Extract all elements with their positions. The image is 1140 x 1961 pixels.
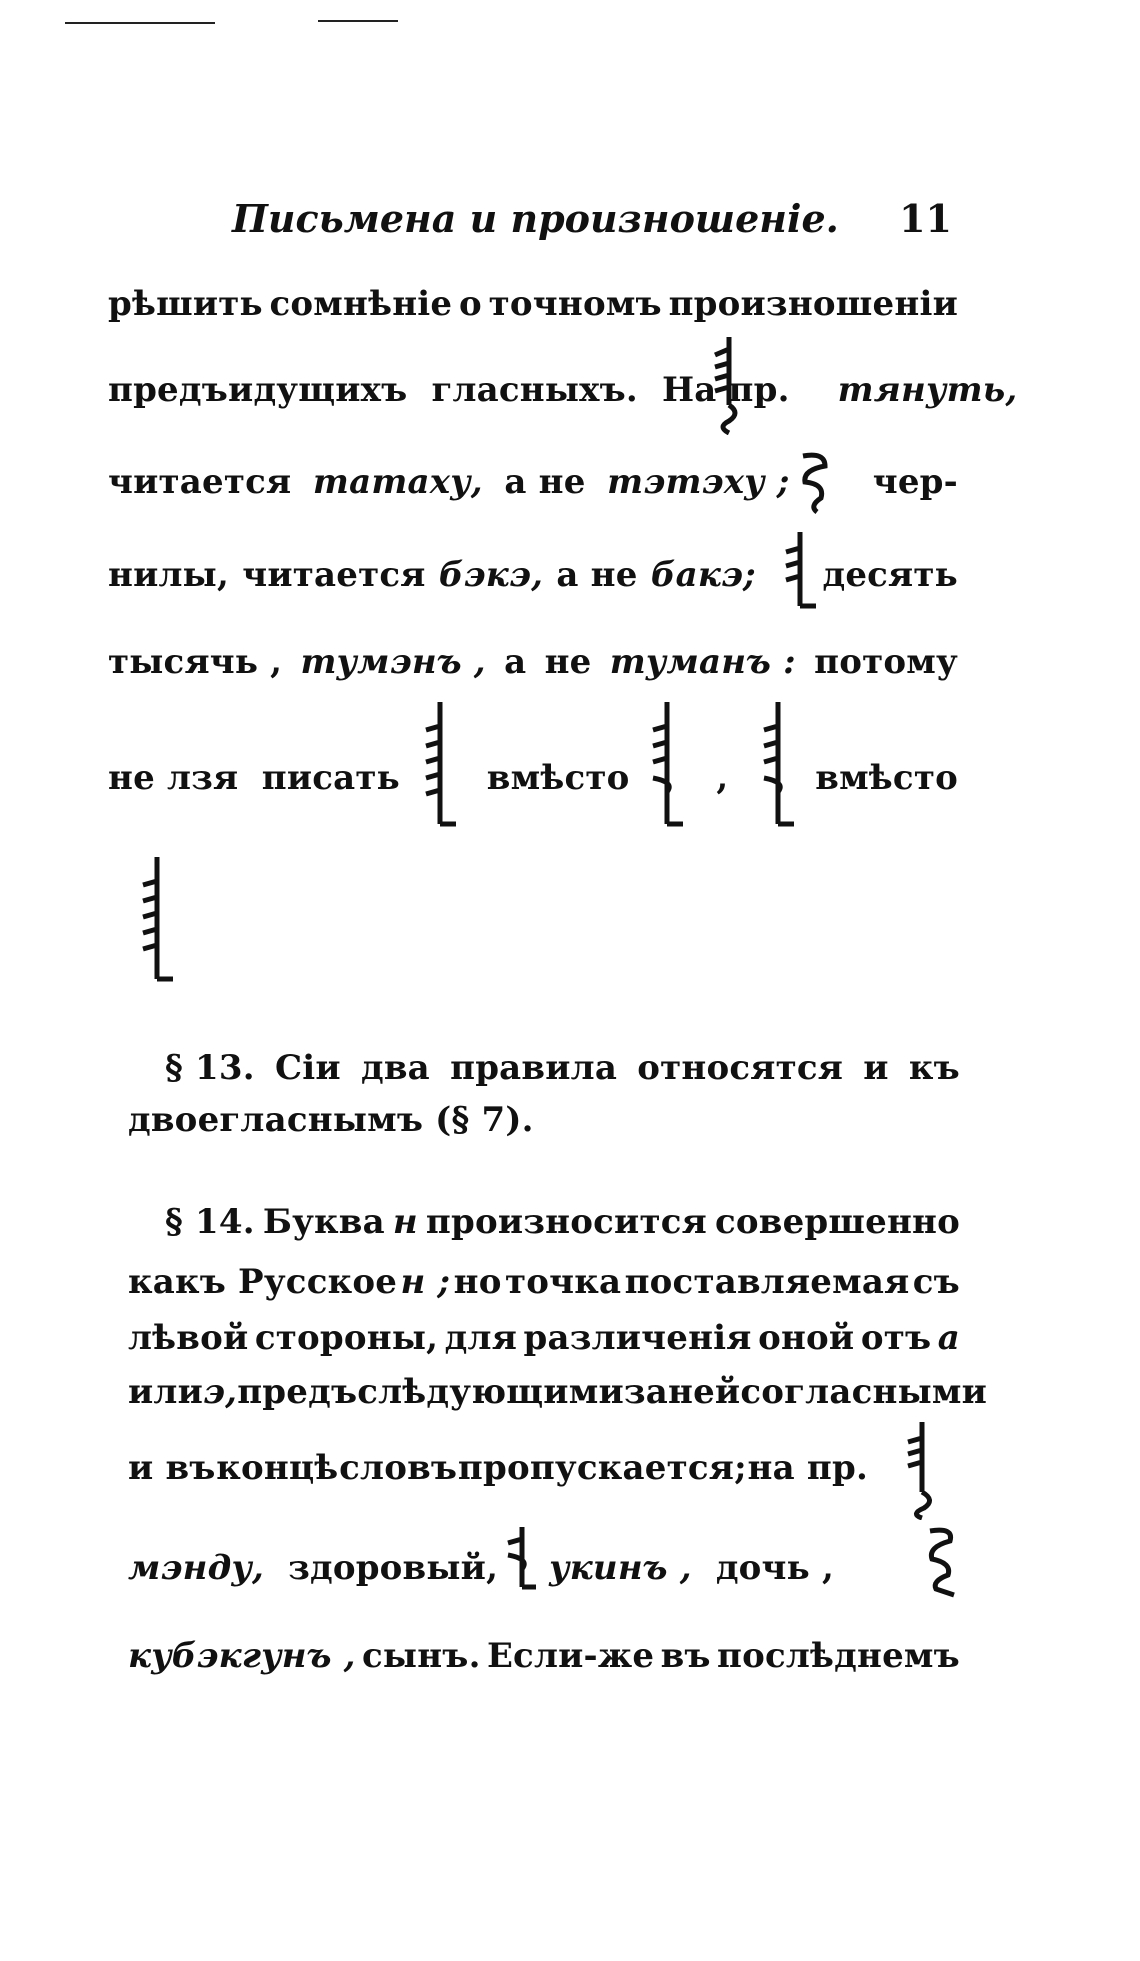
word: произносится (425, 1202, 707, 1242)
word: за (623, 1372, 669, 1412)
word: потому (814, 642, 958, 682)
section-14-line (165, 1202, 960, 1242)
section-14-line (128, 1548, 858, 1588)
word: поставляемая (624, 1262, 910, 1302)
word: бакэ; (650, 555, 756, 595)
word: точка (504, 1262, 622, 1302)
word: слѣдующими (357, 1372, 624, 1412)
word: въ (660, 1636, 711, 1676)
section-14-line (128, 1318, 960, 1358)
word: а не (556, 555, 638, 595)
text-line (108, 284, 958, 324)
word: лѣвой (128, 1318, 249, 1358)
word: не (544, 642, 592, 682)
word: тумэнъ , (300, 642, 486, 682)
word: Буква (262, 1202, 385, 1242)
word: рѣшить (108, 284, 263, 324)
word: вмѣсто (486, 758, 630, 798)
word: § 14. (165, 1202, 255, 1242)
word: а (504, 642, 527, 682)
word: и (863, 1048, 889, 1088)
word: предъидущихъ (108, 370, 408, 410)
mongolian-script-glyph (135, 855, 181, 985)
word: отъ (860, 1318, 932, 1358)
word: оной (758, 1318, 855, 1358)
word: татаху, (312, 462, 483, 502)
word: дочь , (715, 1548, 834, 1588)
word: но (453, 1262, 502, 1302)
word: , (716, 758, 729, 798)
word: чер- (872, 462, 958, 502)
mongolian-script-glyph (920, 1525, 964, 1605)
word: н (392, 1202, 418, 1242)
word: а не (504, 462, 586, 502)
word: бэкэ, (438, 555, 544, 595)
word: читается (108, 462, 292, 502)
section-13-line (165, 1048, 960, 1088)
section-14-line (128, 1636, 960, 1676)
section-14-line (128, 1448, 868, 1488)
text-line (108, 642, 958, 682)
word: предъ (237, 1372, 358, 1412)
mongolian-script-glyph (645, 700, 691, 830)
word: укинъ , (549, 1548, 692, 1588)
running-header (232, 196, 952, 246)
word: съ (912, 1262, 960, 1302)
word: На пр. (661, 370, 790, 410)
word: гласныхъ. (431, 370, 638, 410)
header-title: Письмена и произношеніе. (232, 196, 839, 241)
word: читается (242, 555, 426, 595)
word: Если-же (486, 1636, 655, 1676)
word: точномъ (488, 284, 662, 324)
word: здоровый, (288, 1548, 499, 1588)
mongolian-script-glyph (756, 700, 802, 830)
word: тянуть, (837, 370, 1018, 410)
word: два (360, 1048, 430, 1088)
section-14-line (128, 1262, 960, 1302)
word: сомнѣніе (269, 284, 453, 324)
mongolian-script-glyph (705, 335, 753, 435)
word: на пр. (747, 1448, 868, 1488)
word: кубэкгунъ , (128, 1636, 356, 1676)
mongolian-script-glyph (500, 1525, 544, 1595)
word: различенія (523, 1318, 752, 1358)
word: о (459, 284, 482, 324)
mongolian-script-glyph (778, 530, 822, 610)
word: не лзя (108, 758, 239, 798)
word: стороны, (254, 1318, 439, 1358)
mongolian-script-glyph (898, 1420, 946, 1520)
word: э, (203, 1372, 238, 1412)
word: или (128, 1372, 204, 1412)
word: концѣ (216, 1448, 339, 1488)
word: пропускается; (457, 1448, 747, 1488)
page-number: 11 (899, 196, 952, 241)
word: къ (908, 1048, 960, 1088)
word: вмѣсто (815, 758, 958, 798)
text-line (108, 370, 1018, 410)
word: Сіи (274, 1048, 341, 1088)
word: согласными (740, 1372, 987, 1412)
word: а (937, 1318, 960, 1358)
word: словъ (339, 1448, 458, 1488)
word: нилы, (108, 555, 229, 595)
word: § 13. (165, 1048, 255, 1088)
section-13-line (128, 1100, 978, 1140)
word: правила (450, 1048, 618, 1088)
word: н ; (400, 1262, 451, 1302)
word: тысячь , (108, 642, 283, 682)
word: относятся (637, 1048, 844, 1088)
word: тэтэху ; (607, 462, 790, 502)
top-rule-mark (65, 22, 215, 24)
mongolian-script-glyph (418, 700, 462, 830)
word: туманъ : (609, 642, 796, 682)
word: какъ Русское (128, 1262, 398, 1302)
word: двоегласнымъ (§ 7). (128, 1100, 534, 1140)
word: произношеніи (668, 284, 958, 324)
text-line (108, 555, 958, 595)
word: совершенно (714, 1202, 960, 1242)
mongolian-script-glyph (795, 450, 837, 514)
top-rule-mark (318, 20, 398, 22)
text-line (108, 758, 958, 798)
word: десять (822, 555, 958, 595)
section-14-line (128, 1372, 987, 1412)
word: для (444, 1318, 518, 1358)
word: ней (668, 1372, 741, 1412)
word: мэнду, (128, 1548, 265, 1588)
word: послѣднемъ (717, 1636, 960, 1676)
word: и въ (128, 1448, 216, 1488)
word: писать (261, 758, 400, 798)
word: сынъ. (362, 1636, 481, 1676)
